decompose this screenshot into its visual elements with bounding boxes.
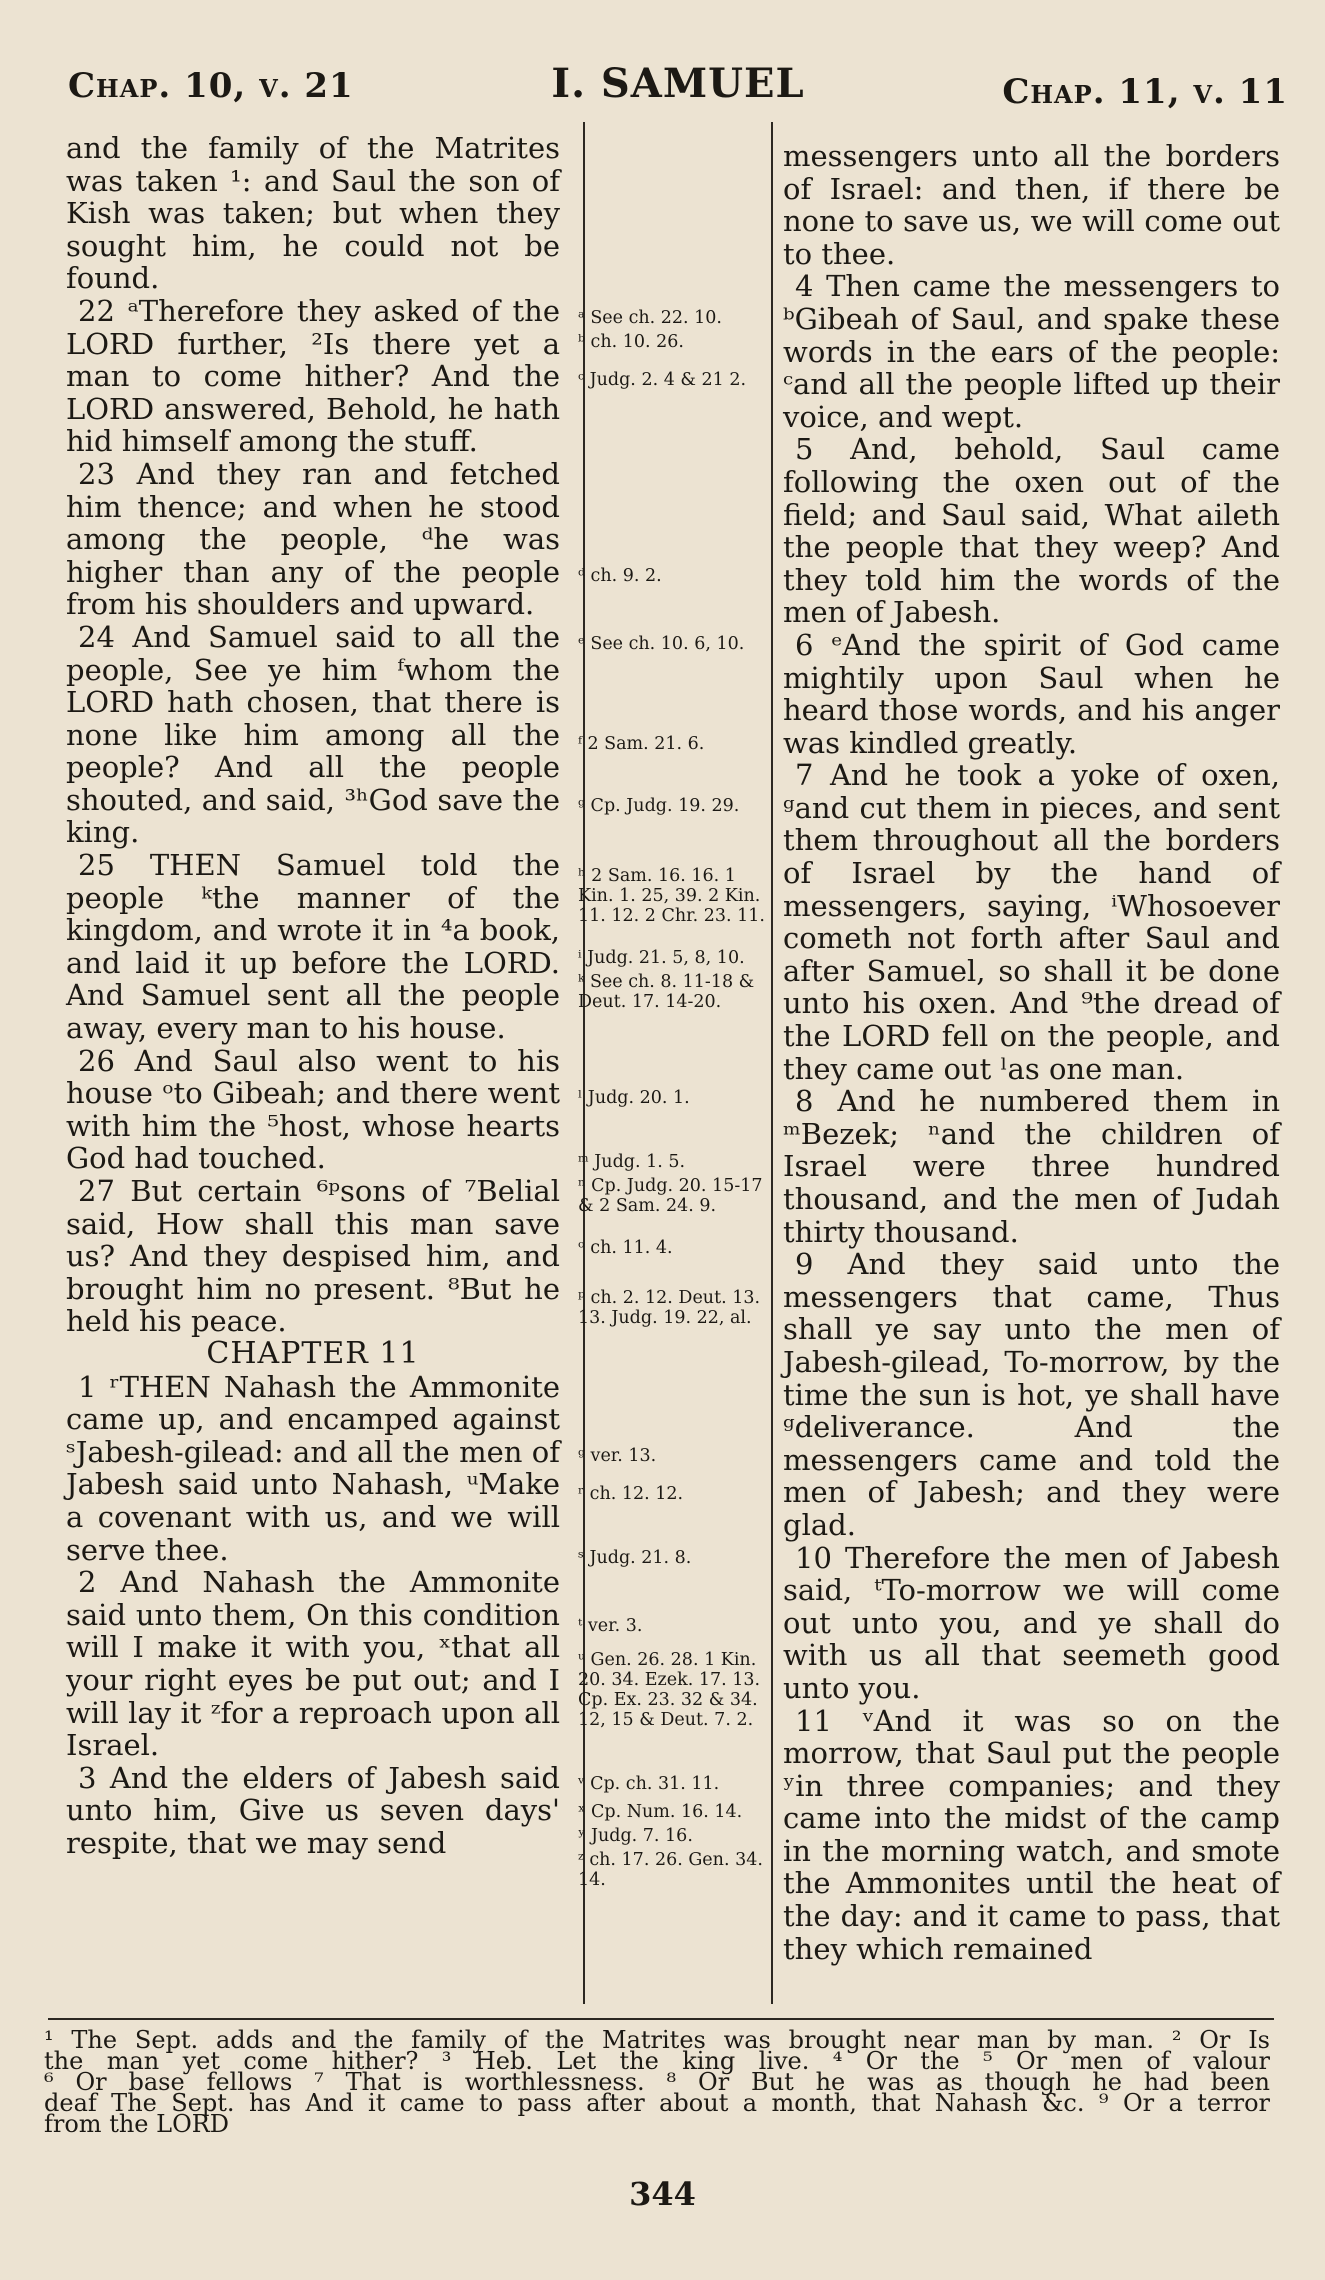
cross-reference-column bbox=[578, 130, 768, 2010]
cross-reference: ᵈ ch. 9. 2. bbox=[578, 566, 662, 586]
column-rule-right bbox=[771, 122, 773, 2004]
cross-reference: ʰ 2 Sam. 16. 16. 1 Kin. 1. 25, 39. 2 Kin. 11. 12. 2 Chr. 23. 11. bbox=[578, 866, 765, 926]
chapter-heading: CHAPTER 11 bbox=[206, 1335, 420, 1371]
verse-text: 27 But certain ⁶ᵖsons of ⁷Belial said, How shall this man save us? And they despised him, and brought him no present. ⁸But he held his peace. bbox=[66, 1174, 560, 1339]
verse-text: 7 And he took a yoke of oxen, ᵍand cut them in pieces, and sent them throughout all the borders of Israel by the hand of messengers, saying, ⁱWhosoever cometh not forth after Saul and after Samuel, so shall it be done unto his oxen. And ⁹the dread of the LORD fell on the people, and they came out ˡas one man. bbox=[783, 758, 1280, 1086]
cross-reference: ᵏ See ch. 8. 11-18 & Deut. 17. 14-20. bbox=[578, 972, 755, 1012]
cross-reference: ᵍ ver. 13. bbox=[578, 1446, 657, 1466]
cross-reference: ᵍ Cp. Judg. 19. 29. bbox=[578, 796, 740, 816]
cross-reference: ᵃ See ch. 22. 10. bbox=[578, 308, 722, 328]
cross-reference: ˡ Judg. 20. 1. bbox=[578, 1088, 690, 1108]
footnote-line: ¹ The Sept. adds and the family of the Matrites was brought near man by man. ² Or Is bbox=[44, 2026, 1270, 2054]
footnote-line: from the LORD bbox=[44, 2110, 230, 2138]
verse-text: 24 And Samuel said to all the people, See ye him ᶠwhom the LORD hath chosen, that there is none like him among all the people? And all the people shouted, and said, ³ʰGod save the king. bbox=[66, 619, 560, 850]
cross-reference: ʳ ch. 12. 12. bbox=[578, 1484, 684, 1504]
cross-reference: ˢ Judg. 21. 8. bbox=[578, 1548, 692, 1568]
footnotes bbox=[44, 2026, 1270, 2138]
footnote-line: the man yet come hither? ³ Heb. Let the king live. ⁴ Or the ⁵ Or men of valour bbox=[44, 2047, 1270, 2075]
cross-reference: ᵘ Gen. 26. 28. 1 Kin. 20. 34. Ezek. 17. 13. Cp. Ex. 23. 32 & 34. 12, 15 & Deut. 7. 2. bbox=[578, 1650, 761, 1730]
verse-text: 3 And the elders of Jabesh said unto him, Give us seven days' respite, that we may send bbox=[66, 1760, 560, 1860]
cross-reference: ᵛ Cp. ch. 31. 11. bbox=[578, 1774, 720, 1794]
cross-reference: ᵗ ver. 3. bbox=[578, 1616, 643, 1636]
running-header bbox=[68, 58, 1288, 118]
verse-text: messengers unto all the borders of Israel: and then, if there be none to save us, we will come out to thee. bbox=[783, 139, 1280, 271]
cross-reference: ᵒ ch. 11. 4. bbox=[578, 1238, 673, 1258]
header-chapter-start: Chap. 10, v. 21 bbox=[68, 66, 354, 106]
verse-text: 11 ᵛAnd it was so on the morrow, that Saul put the people ʸin three companies; and they came into the midst of the camp in the morning watch, and smote the Ammonites until the heat of the day: and it came to pass, that they which remained bbox=[783, 1703, 1280, 1966]
footnote-line: deaf The Sept. has And it came to pass after about a month, that Nahash &c. ⁹ Or a terror bbox=[44, 2089, 1270, 2117]
verse-text: 10 Therefore the men of Jabesh said, ᵗTo-morrow we will come out unto you, and ye shall do with us all that seemeth good unto you. bbox=[783, 1540, 1280, 1705]
verse-text: 1 ʳTHEN Nahash the Ammonite came up, and encamped against ˢJabesh-gilead: and all the men of Jabesh said unto Nahash, ᵘMake a covenant with us, and we will serve thee. bbox=[66, 1369, 560, 1567]
verse-text: and the family of the Matrites was taken ¹: and Saul the son of Kish was taken; but when they sought him, he could not be found. bbox=[66, 131, 560, 296]
cross-reference: ᶻ ch. 17. 26. Gen. 34. 14. bbox=[578, 1850, 763, 1890]
left-text-column bbox=[66, 132, 560, 1859]
header-chapter-end: Chap. 11, v. 11 bbox=[1002, 72, 1288, 112]
cross-reference: ᵐ Judg. 1. 5. bbox=[578, 1152, 686, 1172]
verse-text: 2 And Nahash the Ammonite said unto them, On this condition will I make it with you, ˣthat all your right eyes be put out; and I will lay it ᶻfor a reproach upon all Israel. bbox=[66, 1565, 560, 1763]
verse-text: 9 And they said unto the messengers that came, Thus shall ye say unto the men of Jabesh-gilead, To-morrow, by the time the sun is hot, ye shall have ᵍdeliverance. And the messengers came and told the men of Jabesh; and they were glad. bbox=[783, 1247, 1280, 1542]
verse-text: 25 THEN Samuel told the people ᵏthe manner of the kingdom, and wrote it in ⁴a book, and laid it up before the LORD. And Samuel sent all the people away, every man to his house. bbox=[66, 848, 560, 1046]
cross-reference: ⁱ Judg. 21. 5, 8, 10. bbox=[578, 948, 745, 968]
header-book-title: I. SAMUEL bbox=[551, 60, 805, 107]
verse-text: 4 Then came the messengers to ᵇGibeah of Saul, and spake these words in the ears of the people: ᶜand all the people lifted up their voice, and wept. bbox=[783, 269, 1280, 434]
footnote-line: ⁶ Or base fellows ⁷ That is worthlessness. ⁸ Or But he was as though he had been bbox=[44, 2068, 1270, 2096]
cross-reference: ᵉ See ch. 10. 6, 10. bbox=[578, 634, 745, 654]
cross-reference: ˣ Cp. Num. 16. 14. bbox=[578, 1802, 743, 1822]
cross-reference: ᵇ ch. 10. 26. bbox=[578, 332, 684, 352]
verse-text: 22 ᵃTherefore they asked of the LORD further, ²Is there yet a man to come hither? And the LORD answered, Behold, he hath hid himself among the stuff. bbox=[66, 293, 560, 459]
cross-reference: ⁿ Cp. Judg. 20. 15-17 & 2 Sam. 24. 9. bbox=[578, 1176, 763, 1216]
cross-reference: ᶜ Judg. 2. 4 & 21 2. bbox=[578, 370, 747, 390]
footnote-rule bbox=[48, 2018, 1274, 2020]
verse-text: 8 And he numbered them in ᵐBezek; ⁿand the children of Israel were three hundred thousand, and the men of Judah thirty thousand. bbox=[783, 1084, 1280, 1249]
right-text-column bbox=[783, 140, 1280, 1965]
verse-text: 26 And Saul also went to his house ᵒto Gibeah; and there went with him the ⁵host, whose hearts God had touched. bbox=[66, 1043, 560, 1176]
verse-text: 5 And, behold, Saul came following the oxen out of the field; and Saul said, What aileth the people that they weep? And they told him the words of the men of Jabesh. bbox=[783, 432, 1280, 630]
cross-reference: ᵖ ch. 2. 12. Deut. 13. 13. Judg. 19. 22, al. bbox=[578, 1288, 761, 1328]
verse-text: 23 And they ran and fetched him thence; and when he stood among the people, ᵈhe was higher than any of the people from his shoulders and upward. bbox=[66, 456, 560, 622]
page-number: 344 bbox=[629, 2175, 696, 2213]
cross-reference: ʸ Judg. 7. 16. bbox=[578, 1826, 693, 1846]
verse-text: 6 ᵉAnd the spirit of God came mightily upon Saul when he heard those words, and his anger was kindled greatly. bbox=[783, 627, 1280, 760]
cross-reference: ᶠ 2 Sam. 21. 6. bbox=[578, 734, 705, 754]
